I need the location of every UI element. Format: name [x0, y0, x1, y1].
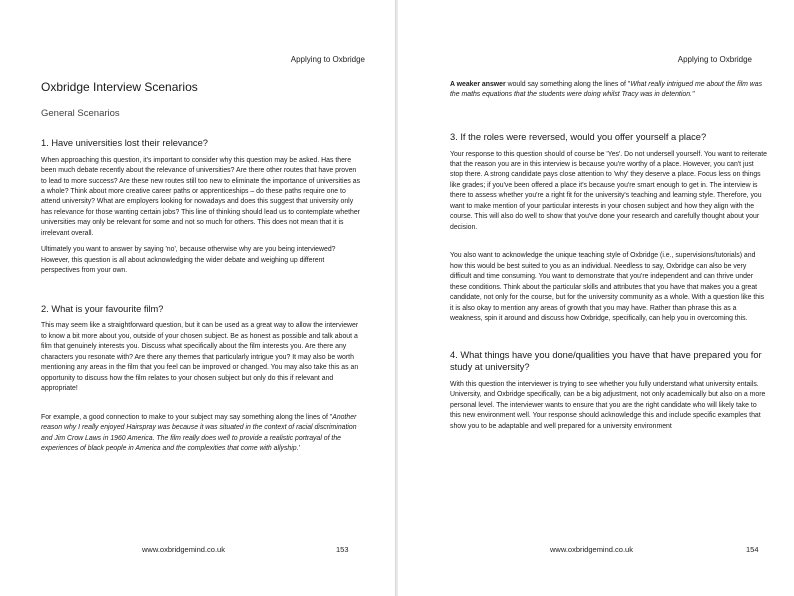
question-2-paragraph-1: This may seem like a straightforward question, but it can be used as a great way to allow the interviewer to know a bit more about you, outside of your chosen subject. Be as honest as possible and talk about a film that genuinely interests you. Discuss what specifically about the film interests you. Are there any characters you resonate with? Are there any themes that particularly intrigue you? It may also be worth mentioning any areas in the film that you feel can be improved or changed. You may also take this as an opportunity to discuss how the film relates to your chosen subject but only do this if relevant and appropriate!	[41, 322, 359, 393]
weaker-answer-quote: What really intrigued me about the film was the maths equations that the students were doing whilst Tracy was in detention."	[450, 81, 763, 99]
question-2-paragraph-2	[41, 413, 363, 455]
running-header: Applying to Oxbridge	[677, 55, 752, 64]
page-content	[41, 80, 363, 461]
question-3-paragraph-1: Your response to this question should of course be 'Yes'. Do not undersell yourself. You want to reiterate that the reason you are in this interview is because you're worthy of a place. However, you can't just stop there. A strong candidate pays close attention to 'why' they deserve a place. Focus less on things like grades; if you've been offered a place it's because you're smart enough to get in. The interview is there to assess whether you're a right fit for the university's teaching and learning style. Therefore, you want to make mention of your particular interests in your chosen subject and how they align with the course. This will also do well to show that you've done your research and carefully thought about your decision.	[450, 150, 767, 231]
footer-url: www.oxbridgemind.co.uk	[550, 545, 633, 554]
question-2-heading: 2. What is your favourite film?	[41, 303, 164, 314]
question-3-paragraph-2: You also want to acknowledge the unique teaching style of Oxbridge (i.e., supervisions/tutorials) and how this would be best suited to you as an individual. Needless to say, Oxbridge can also be very difficult and time consuming. You want to demonstrate that you're independent and can thrive under these conditions. Think about the particular skills and attributes that you have that makes you a great candidate, not only for the course, but for the university community as a whole. With a question like this it is also okay to mention any areas of growth that you may have. Rather than phrase this as a weakness, spin it around and discuss how Oxbridge, specifically, can help you in overcoming this.	[450, 252, 765, 323]
right-page	[398, 0, 794, 596]
weaker-answer-intro: would say something along the lines of "	[505, 81, 631, 88]
question-3-heading: 3. If the roles were reversed, would you offer yourself a place?	[450, 131, 707, 142]
page-number: 154	[746, 545, 759, 554]
footer-url: www.oxbridgemind.co.uk	[142, 545, 225, 554]
question-1-paragraph-2: Ultimately you want to answer by saying 'no', because otherwise why are you being interviewed? However, this question is all about acknowledging the wider debate and weighing up different perspectives from your own.	[41, 246, 336, 275]
page-title: Oxbridge Interview Scenarios	[41, 80, 198, 94]
question-4-paragraph-1: With this question the interviewer is trying to see whether you fully understand what university entails. University, and Oxbridge specifically, can be a big adjustment, not only academically but also on a more personal level. The interviewer wants to ensure that you are the right candidate who will likely take to this new environment well. Your response should acknowledge this and include specific examples that show you to be adaptable and well prepared for a university environment	[450, 380, 766, 430]
weaker-answer-label: A weaker answer	[450, 81, 506, 88]
section-subtitle: General Scenarios	[41, 108, 120, 119]
question-1-paragraph-1: When approaching this question, it's important to consider why this question may be asked. Has there been much debate recently about the relevance of universities? Are there other routes that have proven to lead to more success? Are these new routes still too new to eliminate the importance of universities as a whole? Think about more creative career paths or apprenticeships – do these paths require one to attend university? What are employers looking for nowadays and does this suggest that university only has relevance for those wanting certain jobs? This line of thinking should lead us to contemplate whether universities may only be relevant for some and not so much for others. This does not mean that it is irrelevant overall.	[41, 156, 361, 237]
question-1-heading: 1. Have universities lost their relevance?	[41, 138, 208, 148]
left-page	[0, 0, 396, 596]
example-quote: Another reason why I really enjoyed Hairspray was because it was situated in the context of racial discrimination and Jim Crow Laws in 1960 America. The film really does well to provide a realistic portrayal of the experiences of black people in America and the complexities that come with allyship.'	[41, 413, 357, 453]
weaker-answer-paragraph	[450, 80, 768, 101]
running-header: Applying to Oxbridge	[290, 55, 365, 64]
question-4-heading: 4. What things have you done/qualities you have that have prepared you for study at university?	[450, 349, 762, 373]
example-intro: For example, a good connection to make to your subject may say something along the lines of "	[41, 413, 333, 421]
page-number: 153	[336, 545, 349, 554]
page-content	[450, 80, 768, 438]
